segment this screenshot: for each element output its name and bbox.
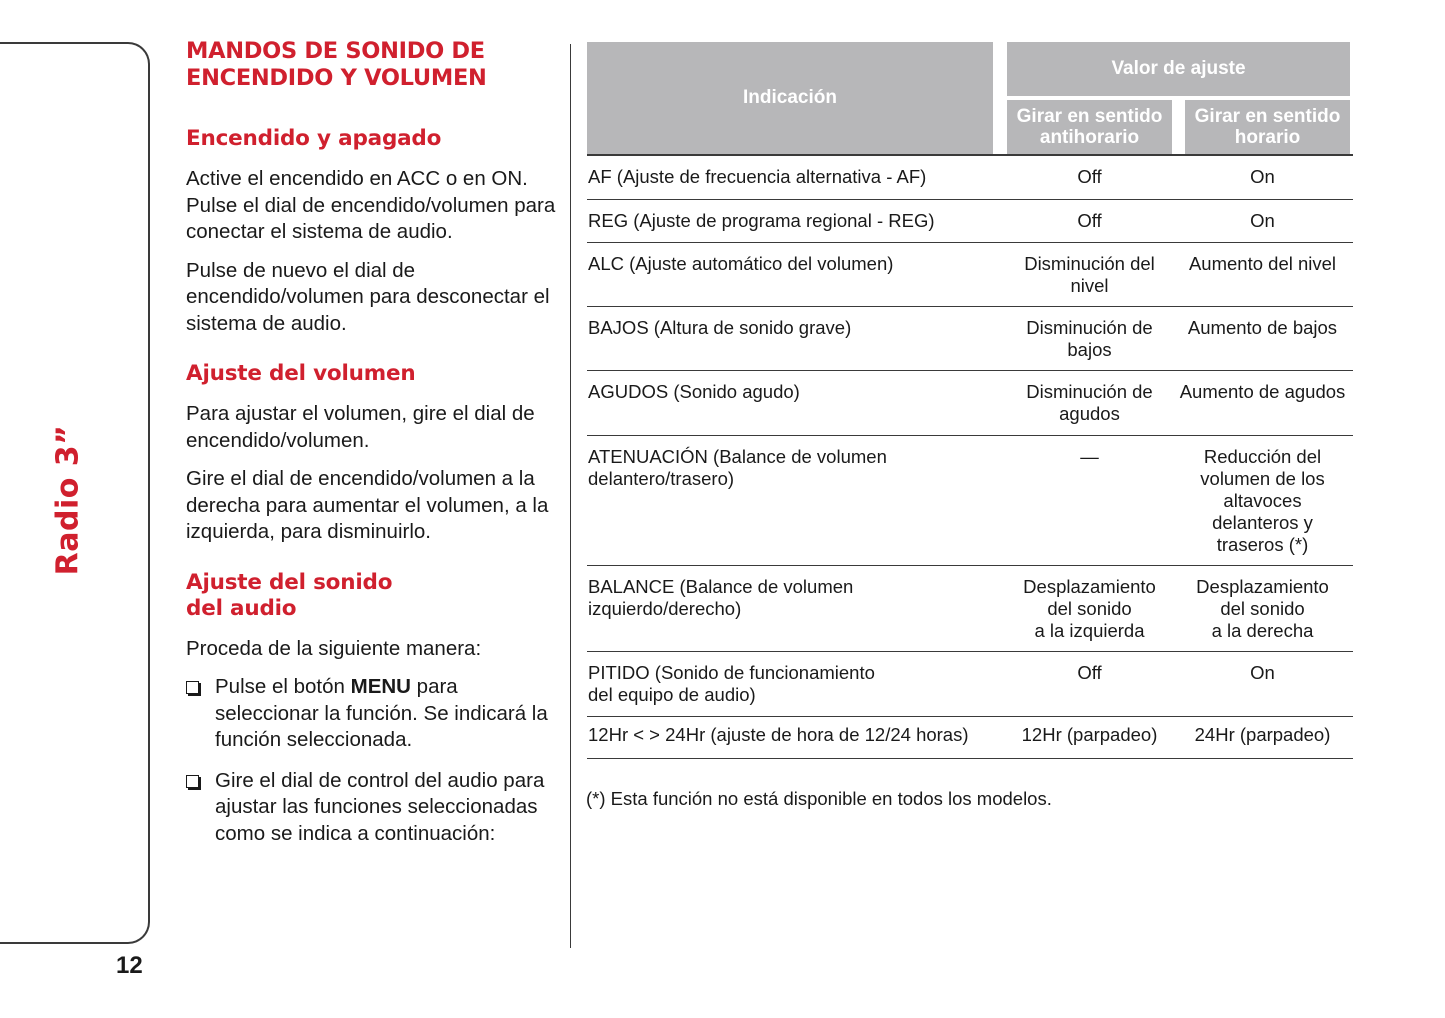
cell-horario [1172,436,1353,565]
checkbox-bullet-icon [186,775,199,788]
table-row [587,243,1353,307]
page-number: 12 [116,952,143,979]
cell-antihorario: Off [1077,662,1102,683]
main-title [186,38,558,92]
header-horario [1185,100,1350,154]
cell-indicacion [587,436,1007,565]
cell-horario: 24Hr (parpadeo) [1194,724,1331,745]
bullet-text-pre: Pulse el botón [215,675,351,698]
cell-line: del equipo de audio) [588,684,756,705]
section-title-sonido [186,570,558,622]
cell-horario: Aumento del nivel [1188,253,1337,274]
cell-line: del sonido [1220,598,1305,619]
header-antihorario [1007,100,1172,154]
main-title-line2: ENCENDIDO Y VOLUMEN [186,65,487,91]
cell-antihorario: 12Hr (parpadeo) [1021,724,1158,745]
bullet-text: Gire el dial de control del audio para ajustar las funciones seleccionadas como se indica a continuación: [215,768,545,845]
cell-indicacion [587,652,1007,716]
paragraph: Para ajustar el volumen, gire el dial de encendido/volumen. [186,402,535,452]
header-antihorario-line1: Girar en sentido [1016,106,1163,127]
cell-line: traseros (*) [1216,534,1309,555]
section-title-encendido: Encendido y apagado [186,126,442,151]
cell-horario: Aumento de bajos [1187,317,1338,338]
settings-table [587,42,1353,759]
cell-indicacion: BAJOS (Altura de sonido grave) [588,317,852,338]
cell-line: BALANCE (Balance de volumen [588,576,854,597]
left-text-column [186,38,558,861]
bullet-item [186,768,558,848]
paragraph: Gire el dial de encendido/volumen a la derecha para aumentar el volumen, a la izquierda, para disminuirlo. [186,467,549,543]
header-horario-line2: horario [1234,127,1301,148]
cell-line: ATENUACIÓN (Balance de volumen [588,446,887,467]
cell-line: izquierdo/derecho) [588,598,742,619]
header-valor-ajuste: Valor de ajuste [1007,42,1350,98]
cell-indicacion: REG (Ajuste de programa regional - REG) [588,210,935,231]
cell-horario: On [1250,662,1275,683]
cell-antihorario: Disminución de agudos [1026,381,1153,424]
column-divider [570,44,571,948]
cell-antihorario: Off [1077,210,1102,231]
bullet-text-bold: MENU [350,675,411,698]
table-row [587,652,1353,717]
cell-horario [1172,566,1353,651]
table-row [587,566,1353,652]
cell-indicacion: 12Hr < > 24Hr (ajuste de hora de 12/24 horas) [588,724,969,745]
table-row [587,717,1353,759]
paragraph: Active el encendido en ACC o en ON. Pulse el dial de encendido/volumen para conectar el sistema de audio. [186,167,556,243]
table-header [587,42,1353,156]
header-horario-line1: Girar en sentido [1194,106,1341,127]
table-row [587,307,1353,371]
cell-line: Desplazamiento [1196,576,1329,597]
cell-indicacion: AF (Ajuste de frecuencia alternativa - AF) [588,166,927,187]
bullet-item [186,674,558,754]
chapter-label: Radio 3” [50,424,86,576]
cell-line: PITIDO (Sonido de funcionamiento [588,662,875,683]
cell-line: a la izquierda [1034,620,1145,641]
header-indicacion: Indicación [587,42,993,154]
bullet-text-post: para seleccionar la función. Se indicará la función seleccionada. [215,675,548,751]
table-row [587,200,1353,243]
paragraph: Pulse de nuevo el dial de encendido/volumen para desconectar el sistema de audio. [186,258,550,335]
cell-horario: On [1250,166,1275,187]
cell-antihorario [1007,566,1172,651]
cell-indicacion [587,566,1007,651]
cell-line: a la derecha [1211,620,1314,641]
cell-indicacion: AGUDOS (Sonido agudo) [588,381,800,402]
cell-antihorario: Disminución de bajos [1026,317,1153,360]
main-title-line1: MANDOS DE SONIDO DE [186,38,485,64]
cell-line: altavoces [1223,490,1302,511]
cell-line: delantero/trasero) [588,468,735,489]
cell-horario: Aumento de agudos [1179,381,1346,402]
checkbox-bullet-icon [186,681,199,694]
cell-antihorario: Disminución del nivel [1024,253,1155,296]
cell-line: volumen de los [1200,468,1325,489]
table-row [587,371,1353,436]
cell-line: del sonido [1047,598,1132,619]
cell-line: Desplazamiento [1023,576,1156,597]
section-title-volumen: Ajuste del volumen [186,361,416,386]
cell-antihorario: Off [1077,166,1102,187]
cell-indicacion: ALC (Ajuste automático del volumen) [588,253,894,274]
section-title-line2: del audio [186,595,297,621]
cell-horario: On [1250,210,1275,231]
cell-antihorario: — [1080,446,1099,467]
cell-line: delanteros y [1212,512,1313,533]
table-row [587,156,1353,200]
section-title-line1: Ajuste del sonido [186,569,393,595]
table-footnote: (*) Esta función no está disponible en todos los modelos. [586,788,1052,809]
table-row [587,436,1353,566]
cell-line: Reducción del [1203,446,1322,467]
header-antihorario-line2: antihorario [1039,127,1140,148]
paragraph: Proceda de la siguiente manera: [186,636,482,660]
